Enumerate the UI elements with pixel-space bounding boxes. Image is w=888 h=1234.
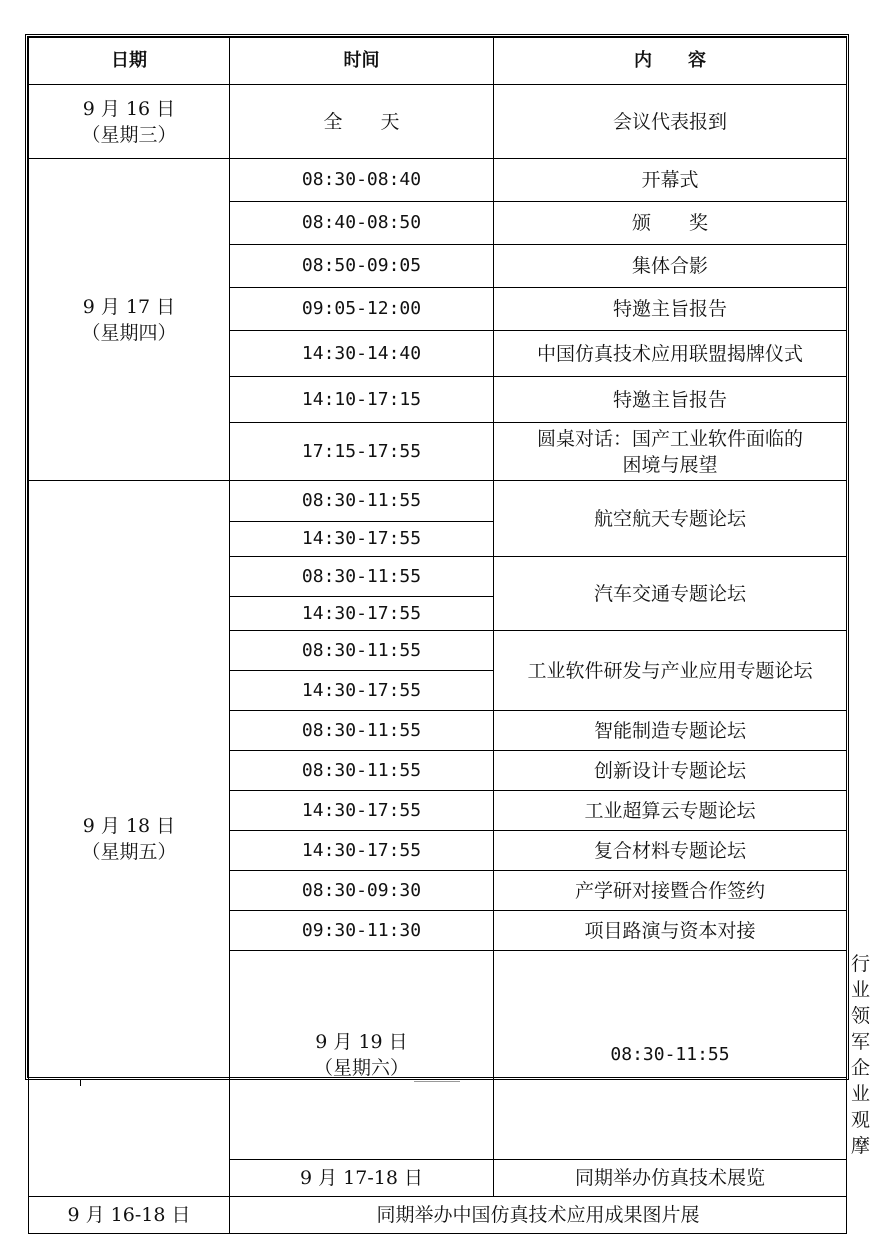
time-cell: 14:30-17:55 [230, 831, 494, 871]
content-cell [494, 423, 847, 481]
header-date: 日期 [29, 38, 230, 85]
header-time: 时间 [230, 38, 494, 85]
content-cell: 产学研对接暨合作签约 [494, 871, 847, 911]
time-cell: 14:30-17:55 [230, 791, 494, 831]
table-row [29, 159, 847, 202]
time-cell: 08:30-11:55 [230, 557, 494, 597]
weekday-line: （星期四） [81, 321, 177, 344]
page-mark [80, 1079, 81, 1086]
date-line: 9 月 17 日 [82, 295, 176, 318]
time-cell: 08:40-08:50 [230, 202, 494, 245]
content-cell: 复合材料专题论坛 [494, 831, 847, 871]
header-content: 内 容 [494, 38, 847, 85]
weekday-line: （星期六） [313, 1057, 409, 1079]
page-mark [414, 1081, 460, 1082]
content-line: 圆桌对话：国产工业软件面临的 [536, 427, 803, 450]
content-cell: 同期举办中国仿真技术应用成果图片展 [230, 1197, 847, 1234]
date-line: 9 月 19 日 [315, 1031, 408, 1053]
content-line: 困境与展望 [622, 453, 718, 476]
date-cell [29, 481, 230, 1197]
time-cell: 14:30-17:55 [230, 597, 494, 631]
content-cell: 特邀主旨报告 [494, 377, 847, 423]
table-row [29, 85, 847, 159]
table-row: 9 月 19 日 （星期六） 08:30-11:55 行业领军企业观摩 [29, 951, 847, 1160]
time-cell: 17:15-17:55 [230, 423, 494, 481]
time-cell: 14:30-14:40 [230, 331, 494, 377]
header-row [29, 38, 847, 85]
content-cell: 汽车交通专题论坛 [494, 557, 847, 631]
content-cell: 工业超算云专题论坛 [494, 791, 847, 831]
time-cell: 09:05-12:00 [230, 288, 494, 331]
date-cell: 9 月 16-18 日 [29, 1197, 230, 1234]
content-cell: 特邀主旨报告 [494, 288, 847, 331]
time-cell: 14:30-17:55 [230, 522, 494, 557]
table-row [29, 1197, 847, 1234]
time-cell: 全 天 [230, 85, 494, 159]
content-cell: 颁 奖 [494, 202, 847, 245]
content-cell: 集体合影 [494, 245, 847, 288]
time-cell: 14:30-17:55 [230, 671, 494, 711]
time-cell: 08:30-11:55 [230, 751, 494, 791]
content-cell: 会议代表报到 [494, 85, 847, 159]
time-cell: 09:30-11:30 [230, 911, 494, 951]
time-cell: 08:50-09:05 [230, 245, 494, 288]
date-cell [29, 159, 230, 481]
schedule-table [28, 37, 871, 1234]
content-cell: 同期举办仿真技术展览 [494, 1160, 847, 1197]
content-cell: 工业软件研发与产业应用专题论坛 [494, 631, 847, 711]
time-cell: 08:30-09:30 [230, 871, 494, 911]
content-cell: 智能制造专题论坛 [494, 711, 847, 751]
weekday-line: （星期三） [81, 123, 177, 146]
time-cell: 14:10-17:15 [230, 377, 494, 423]
date-line: 9 月 18 日 [82, 814, 176, 837]
content-cell: 开幕式 [494, 159, 847, 202]
date-cell [29, 85, 230, 159]
date-cell [230, 951, 494, 1160]
table-row [29, 481, 847, 522]
content-cell: 项目路演与资本对接 [494, 911, 847, 951]
time-cell: 08:30-11:55 [230, 711, 494, 751]
weekday-line: （星期五） [81, 840, 177, 863]
time-cell: 08:30-11:55 [230, 631, 494, 671]
date-cell: 9 月 17-18 日 [230, 1160, 494, 1197]
date-line: 9 月 16 日 [82, 97, 176, 120]
content-cell: 中国仿真技术应用联盟揭牌仪式 [494, 331, 847, 377]
content-cell: 创新设计专题论坛 [494, 751, 847, 791]
time-cell: 08:30-11:55 [494, 951, 847, 1160]
time-cell: 08:30-11:55 [230, 481, 494, 522]
time-cell: 08:30-08:40 [230, 159, 494, 202]
content-cell: 航空航天专题论坛 [494, 481, 847, 557]
